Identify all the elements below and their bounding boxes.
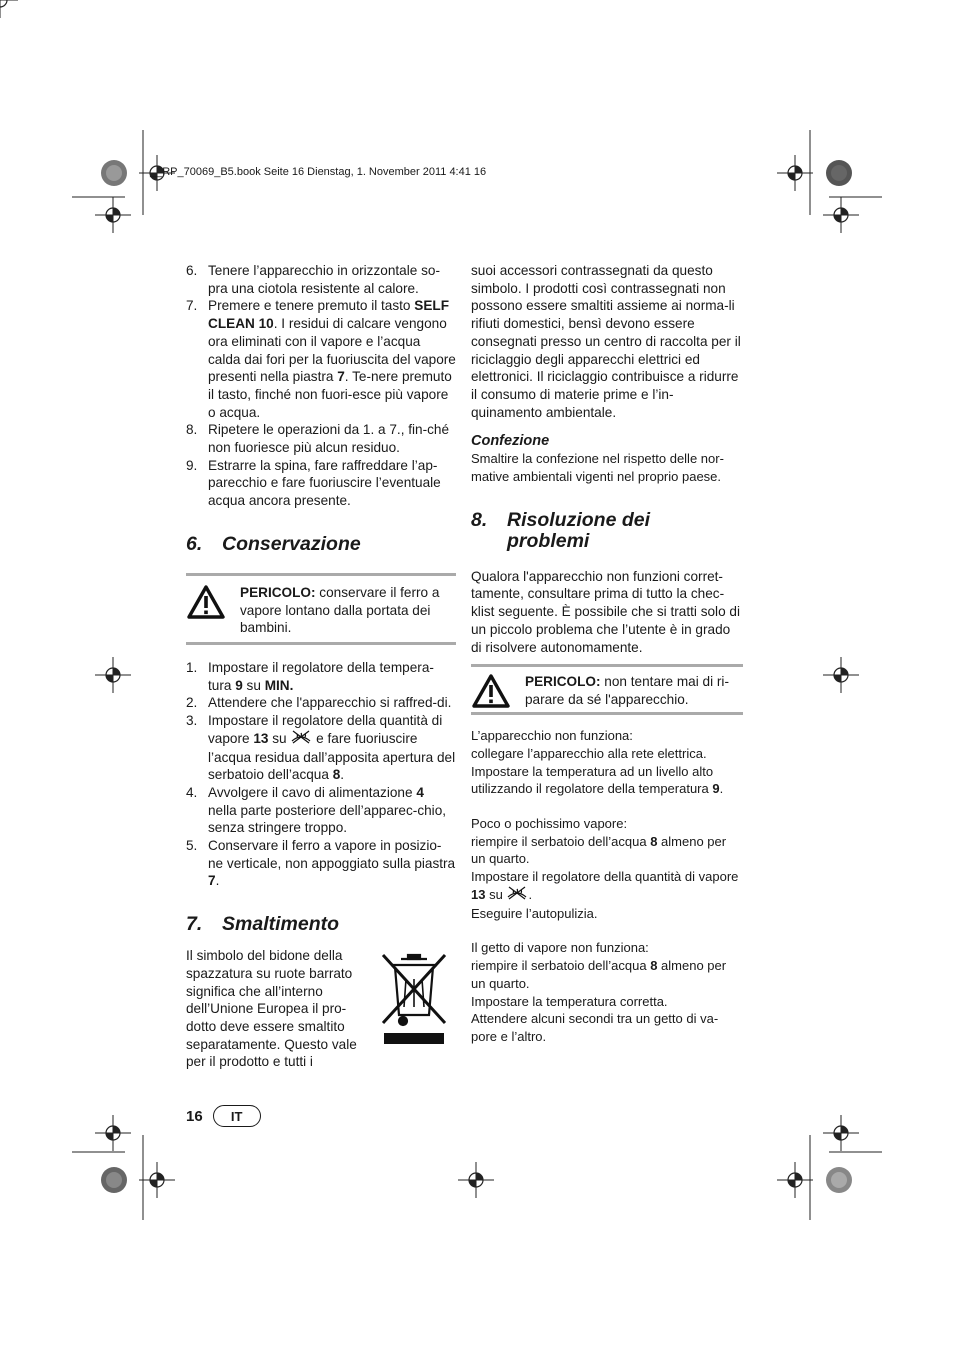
list-item-number: 2. [186, 695, 198, 711]
disposal-text: Il simbolo del bidone della spazzatura su ruote barrato significa che all’interno dell’Unione Europea il pro-dotto deve essere smaltito separatamente. Questo vale per il prodotto e tutti i [186, 948, 357, 1070]
section-number: 7. [186, 913, 203, 936]
packaging-heading: Confezione [471, 433, 550, 450]
list-item-text: Attendere che l'apparecchio si raffred-di. [208, 695, 452, 711]
cleaning-steps-list [186, 262, 456, 510]
list-item-text: Ripetere le operazioni da 1. a 7., fin-ché non fuoriesce più alcun residuo. [208, 422, 450, 456]
section-number: 8. [471, 508, 488, 531]
list-item [186, 784, 456, 837]
list-item-number: 1. [186, 659, 198, 675]
danger-label: PERICOLO: [525, 674, 601, 690]
list-item-number: 5. [186, 838, 198, 854]
crossed-bin-icon [372, 947, 456, 1071]
list-item-text: Conservare il ferro a vapore in posizio-ne verticale, non appoggiato sulla piastra 7. [208, 838, 456, 889]
danger-label: PERICOLO: [240, 584, 316, 600]
section-title: Conservazione [222, 532, 361, 555]
danger-text: non tentare mai di ri-parare da sé l'apparecchio. [525, 674, 729, 707]
warning-triangle-icon [471, 673, 525, 709]
language-badge: IT [213, 1105, 261, 1127]
disposal-text-continued: suoi accessori contrassegnati da questo simbolo. I prodotti così contrassegnati non possono essere smaltiti assieme ai norma-li rifiuti domestici, bensì devono essere consegnati presso un centro di raccolta per il riciclaggio degli apparecchi elettrici ed elettronici. Il riciclaggio contribuisce a ridurre il consumo di materie prime e l’in-quinamento ambientale. [471, 263, 741, 420]
troubleshooting-item: L’apparecchio non funziona: collegare l’apparecchio alla rete elettrica. Impostare la temperatura ad un livello alto utilizzando il regolatore della temperatura 9. [471, 728, 724, 797]
section-8-heading [471, 510, 743, 552]
packaging-text: Smaltire la confezione nel rispetto delle nor-mative ambientali vigenti nel proprio paese. [471, 451, 724, 485]
file-info-header: __RP_70069_B5.book Seite 16 Dienstag, 1. November 2011 4:41 16 [150, 166, 487, 178]
section-title: Smaltimento [222, 913, 340, 936]
page-number: 16 [186, 1107, 203, 1125]
list-item [186, 694, 456, 712]
storage-steps-list [186, 659, 456, 890]
danger-text: conservare il ferro a vapore lontano dalla portata dei bambini. [240, 584, 440, 636]
section-6-heading [186, 534, 456, 555]
list-item-text: Estrarre la spina, fare raffreddare l’ap-parecchio e fare fuoriuscire l’eventuale acqua ancora presente. [208, 457, 441, 509]
list-item-number: 7. [186, 298, 198, 314]
disposal-block [186, 947, 456, 1071]
troubleshooting-intro: Qualora l'apparecchio non funzioni corret-tamente, consultare prima di tutto la chec-klist seguente. È possibile che si tratti solo di un piccolo problema che l’utente è in grado di risolvere autonomamente. [471, 568, 740, 655]
left-column [186, 262, 456, 1071]
section-title-line1: Risoluzione dei [507, 508, 651, 531]
danger-notice [471, 664, 743, 715]
list-item [186, 262, 456, 297]
list-item-text: Premere e tenere premuto il tasto SELF CLEAN 10. I residui di calcare vengono ora eliminati con il vapore e l’acqua calda dai fori per la fuoriuscita del vapore presenti nella piastra 7. Te-nere premuto il tasto, finché non fuori-esce più vapore o acqua. [208, 298, 456, 420]
right-column [471, 262, 743, 1046]
no-steam-icon [290, 730, 312, 749]
list-item-number: 3. [186, 713, 198, 729]
list-item [186, 457, 456, 510]
no-steam-icon [506, 886, 528, 905]
troubleshooting-item: Il getto di vapore non funziona: riempire il serbatoio dell’acqua 8 almeno per un quarto. Impostare la temperatura corretta. Attendere alcuni secondi tra un getto di va-pore e l’altro. [471, 940, 727, 1044]
list-item-text: Impostare il regolatore della quantità di vapore 13 su e fare fuoriuscire l’acqua residua dall’apposita apertura del serbatoio dell’acqua 8. [208, 713, 456, 783]
troubleshooting-item: Poco o pochissimo vapore: riempire il serbatoio dell’acqua 8 almeno per un quarto. Impostare il regolatore della quantità di vapore 13 su . Eseguire l’autopulizia. [471, 816, 739, 921]
section-number: 6. [186, 532, 203, 555]
list-item [186, 712, 456, 784]
list-item-text: Impostare il regolatore della tempera-tura 9 su MIN. [208, 659, 434, 693]
list-item-number: 9. [186, 457, 198, 473]
list-item [186, 421, 456, 456]
list-item-number: 6. [186, 263, 198, 278]
list-item-number: 4. [186, 784, 198, 800]
danger-notice [186, 573, 456, 645]
section-7-heading [186, 914, 456, 935]
list-item [186, 659, 456, 694]
page-footer [186, 1105, 261, 1127]
list-item [186, 297, 456, 421]
list-item [186, 837, 456, 890]
troubleshooting-list [471, 727, 743, 1045]
section-title-line2: problemi [507, 529, 590, 552]
warning-triangle-icon [186, 584, 240, 620]
list-item-text: Tenere l’apparecchio in orizzontale so-pra una ciotola resistente al calore. [208, 263, 440, 296]
list-item-text: Avvolgere il cavo di alimentazione 4 nella parte posteriore dell’apparec-chio, senza stringere troppo. [208, 784, 447, 836]
list-item-number: 8. [186, 422, 198, 438]
